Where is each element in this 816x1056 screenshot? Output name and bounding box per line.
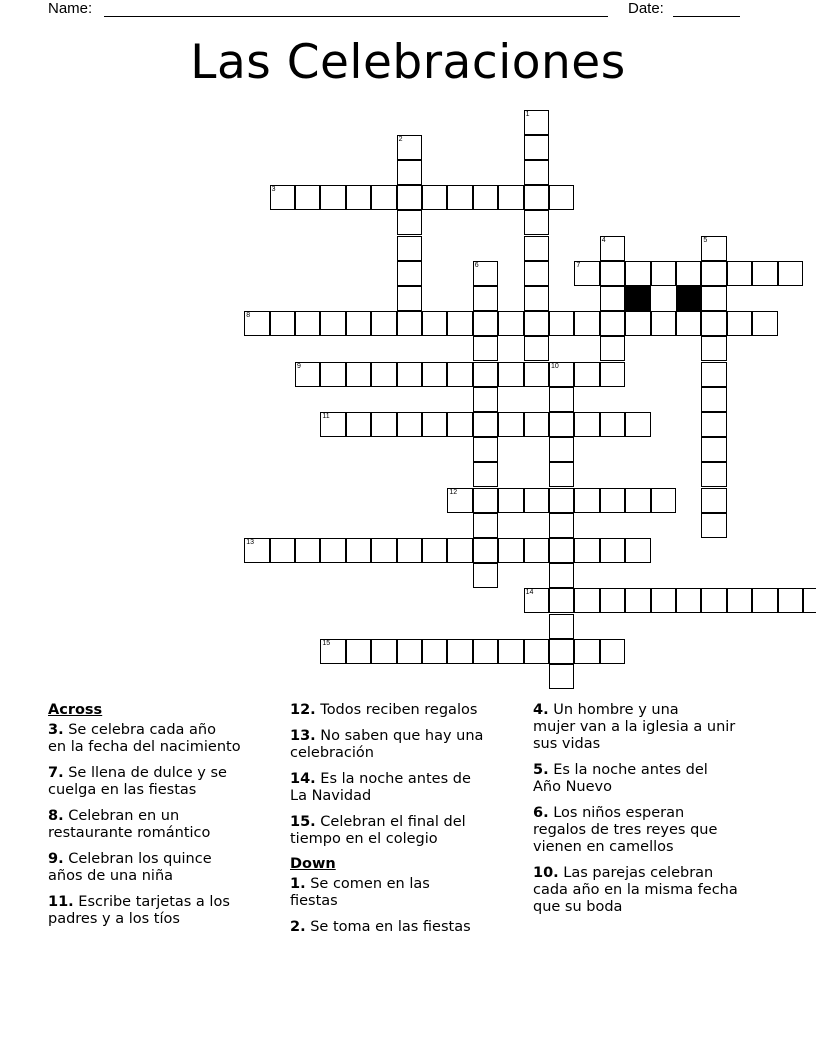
grid-cell-black <box>676 286 701 311</box>
grid-cell[interactable] <box>701 387 726 412</box>
grid-cell[interactable] <box>371 639 396 664</box>
grid-cell[interactable] <box>371 538 396 563</box>
grid-cell[interactable] <box>625 538 650 563</box>
grid-cell[interactable] <box>625 311 650 336</box>
grid-cell[interactable] <box>320 538 345 563</box>
grid-cell[interactable] <box>371 412 396 437</box>
grid-cell[interactable] <box>397 185 422 210</box>
grid-cell[interactable] <box>346 311 371 336</box>
grid-cell[interactable] <box>320 639 345 664</box>
grid-cell[interactable] <box>549 588 574 613</box>
clue-number: 8. <box>48 808 64 824</box>
clue-text: fiestas <box>290 893 338 909</box>
clue-item <box>48 765 278 799</box>
clue-column-2 <box>290 702 522 945</box>
grid-cell[interactable] <box>473 488 498 513</box>
grid-cell[interactable] <box>600 336 625 361</box>
clue-item <box>48 894 278 928</box>
grid-cell[interactable] <box>625 588 650 613</box>
clue-text: mujer van a la iglesia a unir <box>533 719 736 735</box>
grid-cell[interactable] <box>600 286 625 311</box>
grid-cell[interactable] <box>524 639 549 664</box>
grid-cell[interactable] <box>295 185 320 210</box>
grid-cell[interactable] <box>397 160 422 185</box>
cell-number: 1 <box>525 110 530 118</box>
grid-cell[interactable] <box>320 185 345 210</box>
down-heading: Down <box>290 856 336 872</box>
clue-text: cada año en la misma fecha <box>533 882 738 898</box>
grid-cell[interactable] <box>549 664 574 689</box>
grid-cell[interactable] <box>473 261 498 286</box>
grid-cell[interactable] <box>422 311 447 336</box>
grid-cell[interactable] <box>524 261 549 286</box>
clue-number: 12. <box>290 702 316 718</box>
grid-cell[interactable] <box>701 236 726 261</box>
grid-cell[interactable] <box>651 488 676 513</box>
grid-cell[interactable] <box>295 311 320 336</box>
grid-cell[interactable] <box>473 437 498 462</box>
grid-cell[interactable] <box>371 362 396 387</box>
grid-cell[interactable] <box>727 261 752 286</box>
grid-cell[interactable] <box>270 538 295 563</box>
grid-cell[interactable] <box>549 412 574 437</box>
grid-cell[interactable] <box>574 588 599 613</box>
clue-text: La Navidad <box>290 788 372 804</box>
grid-cell[interactable] <box>473 462 498 487</box>
clue-text: Escribe tarjetas a los <box>78 894 230 910</box>
clue-text: Los niños esperan <box>553 805 685 821</box>
clue-text: No saben que hay una <box>320 728 484 744</box>
clue-number: 9. <box>48 851 64 867</box>
grid-cell[interactable] <box>574 639 599 664</box>
clue-text: padres y a los tíos <box>48 911 180 927</box>
grid-cell[interactable] <box>498 639 523 664</box>
grid-cell[interactable] <box>524 336 549 361</box>
grid-cell[interactable] <box>600 639 625 664</box>
grid-cell[interactable] <box>320 362 345 387</box>
grid-cell[interactable] <box>346 362 371 387</box>
grid-cell[interactable] <box>651 588 676 613</box>
grid-cell[interactable] <box>549 387 574 412</box>
across-heading: Across <box>48 702 103 718</box>
cell-number: 7 <box>576 261 581 269</box>
grid-cell[interactable] <box>574 261 599 286</box>
grid-cell[interactable] <box>524 488 549 513</box>
clue-number: 4. <box>533 702 549 718</box>
grid-cell[interactable] <box>473 639 498 664</box>
clue-item <box>290 876 522 910</box>
grid-cell[interactable] <box>371 311 396 336</box>
cell-number: 13 <box>246 538 254 546</box>
clue-text: que su boda <box>533 899 623 915</box>
clue-number: 1. <box>290 876 306 892</box>
grid-cell[interactable] <box>524 110 549 135</box>
clue-item <box>533 762 773 796</box>
cell-number: 3 <box>271 186 276 194</box>
grid-cell[interactable] <box>320 412 345 437</box>
grid-cell[interactable] <box>422 538 447 563</box>
grid-cell[interactable] <box>473 185 498 210</box>
grid-cell[interactable] <box>701 336 726 361</box>
grid-cell[interactable] <box>600 261 625 286</box>
clue-text: Todos reciben regalos <box>320 702 478 718</box>
grid-cell[interactable] <box>473 563 498 588</box>
name-blank-line <box>104 16 608 17</box>
cell-number: 14 <box>525 589 534 597</box>
cell-number: 5 <box>703 236 708 244</box>
grid-cell[interactable] <box>397 236 422 261</box>
grid-cell[interactable] <box>524 185 549 210</box>
grid-cell[interactable] <box>270 311 295 336</box>
clue-item <box>290 771 522 805</box>
grid-cell[interactable] <box>600 362 625 387</box>
grid-cell[interactable] <box>701 513 726 538</box>
cell-number: 11 <box>322 412 330 420</box>
grid-cell[interactable] <box>397 412 422 437</box>
grid-cell[interactable] <box>574 311 599 336</box>
grid-cell[interactable] <box>498 412 523 437</box>
clue-item <box>48 722 278 756</box>
clue-item <box>290 728 522 762</box>
grid-cell[interactable] <box>473 286 498 311</box>
grid-cell[interactable] <box>701 588 726 613</box>
grid-cell[interactable] <box>447 362 472 387</box>
grid-cell[interactable] <box>600 488 625 513</box>
grid-cell[interactable] <box>524 538 549 563</box>
grid-cell[interactable] <box>778 588 803 613</box>
grid-cell[interactable] <box>422 639 447 664</box>
grid-cell[interactable] <box>473 362 498 387</box>
page-title: Las Celebraciones <box>190 35 626 90</box>
clue-item <box>533 702 773 753</box>
clue-number: 15. <box>290 814 316 830</box>
grid-cell[interactable] <box>524 286 549 311</box>
grid-cell[interactable] <box>549 563 574 588</box>
clue-text: Se llena de dulce y se <box>68 765 227 781</box>
grid-cell[interactable] <box>397 261 422 286</box>
clue-text: Año Nuevo <box>533 779 612 795</box>
grid-cell[interactable] <box>422 362 447 387</box>
clue-number: 2. <box>290 919 306 935</box>
clue-text: regalos de tres reyes que <box>533 822 718 838</box>
grid-cell[interactable] <box>651 311 676 336</box>
grid-cell[interactable] <box>524 311 549 336</box>
grid-cell[interactable] <box>600 311 625 336</box>
grid-cell[interactable] <box>346 538 371 563</box>
clue-number: 11. <box>48 894 74 910</box>
grid-cell[interactable] <box>574 412 599 437</box>
grid-cell[interactable] <box>549 513 574 538</box>
grid-cell[interactable] <box>447 538 472 563</box>
grid-cell[interactable] <box>676 261 701 286</box>
grid-cell[interactable] <box>447 639 472 664</box>
clue-text: tiempo en el colegio <box>290 831 438 847</box>
grid-cell[interactable] <box>549 311 574 336</box>
grid-cell[interactable] <box>549 639 574 664</box>
clue-text: años de una niña <box>48 868 174 884</box>
grid-cell[interactable] <box>625 412 650 437</box>
grid-cell[interactable] <box>524 588 549 613</box>
clue-item <box>290 702 522 719</box>
grid-cell[interactable] <box>701 311 726 336</box>
grid-cell[interactable] <box>346 185 371 210</box>
grid-cell[interactable] <box>346 639 371 664</box>
clue-text: Se celebra cada año <box>68 722 216 738</box>
grid-cell[interactable] <box>295 362 320 387</box>
grid-cell[interactable] <box>447 311 472 336</box>
grid-cell[interactable] <box>473 387 498 412</box>
clue-column-3 <box>533 702 773 925</box>
grid-cell[interactable] <box>549 614 574 639</box>
grid-cell[interactable] <box>295 538 320 563</box>
grid-cell[interactable] <box>701 412 726 437</box>
grid-cell[interactable] <box>244 538 269 563</box>
clue-number: 14. <box>290 771 316 787</box>
clue-text: Un hombre y una <box>553 702 679 718</box>
grid-cell[interactable] <box>270 185 295 210</box>
grid-cell[interactable] <box>625 488 650 513</box>
clue-text: Es la noche antes de <box>320 771 471 787</box>
cell-number: 8 <box>246 312 251 320</box>
grid-cell[interactable] <box>574 538 599 563</box>
grid-cell[interactable] <box>473 538 498 563</box>
grid-cell[interactable] <box>600 588 625 613</box>
clue-text: celebración <box>290 745 374 761</box>
grid-cell[interactable] <box>727 311 752 336</box>
grid-cell[interactable] <box>473 311 498 336</box>
clue-column-1 <box>48 702 278 937</box>
grid-cell[interactable] <box>447 412 472 437</box>
grid-cell[interactable] <box>498 488 523 513</box>
grid-cell[interactable] <box>397 639 422 664</box>
clue-text: en la fecha del nacimiento <box>48 739 241 755</box>
clue-text: Celebran el final del <box>320 814 466 830</box>
clue-list <box>0 700 816 1056</box>
grid-cell[interactable] <box>397 311 422 336</box>
cell-number: 12 <box>449 488 458 496</box>
grid-cell[interactable] <box>397 210 422 235</box>
clue-text: Celebran los quince <box>68 851 212 867</box>
grid-cell[interactable] <box>397 135 422 160</box>
grid-cell[interactable] <box>473 513 498 538</box>
grid-cell[interactable] <box>422 412 447 437</box>
grid-cell[interactable] <box>701 462 726 487</box>
clue-text: cuelga en las fiestas <box>48 782 197 798</box>
clue-item <box>48 808 278 842</box>
cell-number: 9 <box>297 362 301 370</box>
grid-cell[interactable] <box>676 311 701 336</box>
clue-item <box>290 919 522 936</box>
grid-cell[interactable] <box>244 311 269 336</box>
cell-number: 6 <box>474 261 479 269</box>
clue-number: 6. <box>533 805 549 821</box>
cell-number: 2 <box>398 135 403 143</box>
clue-text: restaurante romántico <box>48 825 211 841</box>
name-label: Name: <box>48 0 93 17</box>
grid-cell[interactable] <box>549 538 574 563</box>
grid-cell[interactable] <box>371 185 396 210</box>
grid-cell[interactable] <box>752 588 777 613</box>
grid-cell[interactable] <box>524 236 549 261</box>
grid-cell[interactable] <box>498 362 523 387</box>
grid-cell[interactable] <box>701 286 726 311</box>
clue-number: 13. <box>290 728 316 744</box>
grid-cell[interactable] <box>473 336 498 361</box>
grid-cell[interactable] <box>600 236 625 261</box>
grid-cell[interactable] <box>447 488 472 513</box>
grid-cell[interactable] <box>498 311 523 336</box>
grid-cell-black <box>625 286 650 311</box>
grid-cell[interactable] <box>473 412 498 437</box>
cell-number: 15 <box>322 639 331 647</box>
grid-cell[interactable] <box>346 412 371 437</box>
grid-cell[interactable] <box>422 185 447 210</box>
grid-cell[interactable] <box>397 362 422 387</box>
grid-cell[interactable] <box>524 412 549 437</box>
cell-number: 4 <box>601 236 606 244</box>
grid-cell[interactable] <box>752 261 777 286</box>
clue-item <box>290 814 522 848</box>
grid-cell[interactable] <box>524 160 549 185</box>
grid-cell[interactable] <box>676 588 701 613</box>
clue-number: 5. <box>533 762 549 778</box>
grid-cell[interactable] <box>778 261 803 286</box>
grid-cell[interactable] <box>574 488 599 513</box>
clue-number: 3. <box>48 722 64 738</box>
clue-text: Las parejas celebran <box>563 865 714 881</box>
grid-cell[interactable] <box>549 362 574 387</box>
cell-number: 10 <box>551 362 559 370</box>
clue-text: Se comen en las <box>310 876 430 892</box>
grid-cell[interactable] <box>524 135 549 160</box>
grid-cell[interactable] <box>549 462 574 487</box>
clue-number: 7. <box>48 765 64 781</box>
clue-text: sus vidas <box>533 736 601 752</box>
grid-cell[interactable] <box>727 588 752 613</box>
clue-text: Es la noche antes del <box>553 762 708 778</box>
grid-cell[interactable] <box>447 185 472 210</box>
grid-cell[interactable] <box>498 538 523 563</box>
grid-cell[interactable] <box>600 412 625 437</box>
grid-cell[interactable] <box>701 437 726 462</box>
grid-cell[interactable] <box>549 437 574 462</box>
grid-cell[interactable] <box>320 311 345 336</box>
grid-cell[interactable] <box>701 362 726 387</box>
clue-item <box>533 865 773 916</box>
date-label: Date: <box>628 0 664 17</box>
clue-text: Celebran en un <box>68 808 180 824</box>
clue-number: 10. <box>533 865 559 881</box>
grid-cell[interactable] <box>625 261 650 286</box>
grid-cell[interactable] <box>701 488 726 513</box>
clue-item <box>48 851 278 885</box>
grid-cell[interactable] <box>524 210 549 235</box>
worksheet-header <box>0 0 816 22</box>
grid-cell[interactable] <box>803 588 816 613</box>
grid-cell[interactable] <box>600 538 625 563</box>
grid-cell[interactable] <box>397 538 422 563</box>
grid-cell[interactable] <box>549 488 574 513</box>
clue-text: Se toma en las fiestas <box>310 919 471 935</box>
date-blank-line <box>673 16 740 17</box>
grid-cell[interactable] <box>651 261 676 286</box>
grid-cell[interactable] <box>397 286 422 311</box>
grid-cell[interactable] <box>701 261 726 286</box>
clue-text: vienen en camellos <box>533 839 674 855</box>
grid-cell[interactable] <box>574 362 599 387</box>
clue-item <box>533 805 773 856</box>
grid-cell[interactable] <box>524 362 549 387</box>
grid-cell[interactable] <box>752 311 777 336</box>
grid-cell[interactable] <box>549 185 574 210</box>
grid-cell[interactable] <box>498 185 523 210</box>
